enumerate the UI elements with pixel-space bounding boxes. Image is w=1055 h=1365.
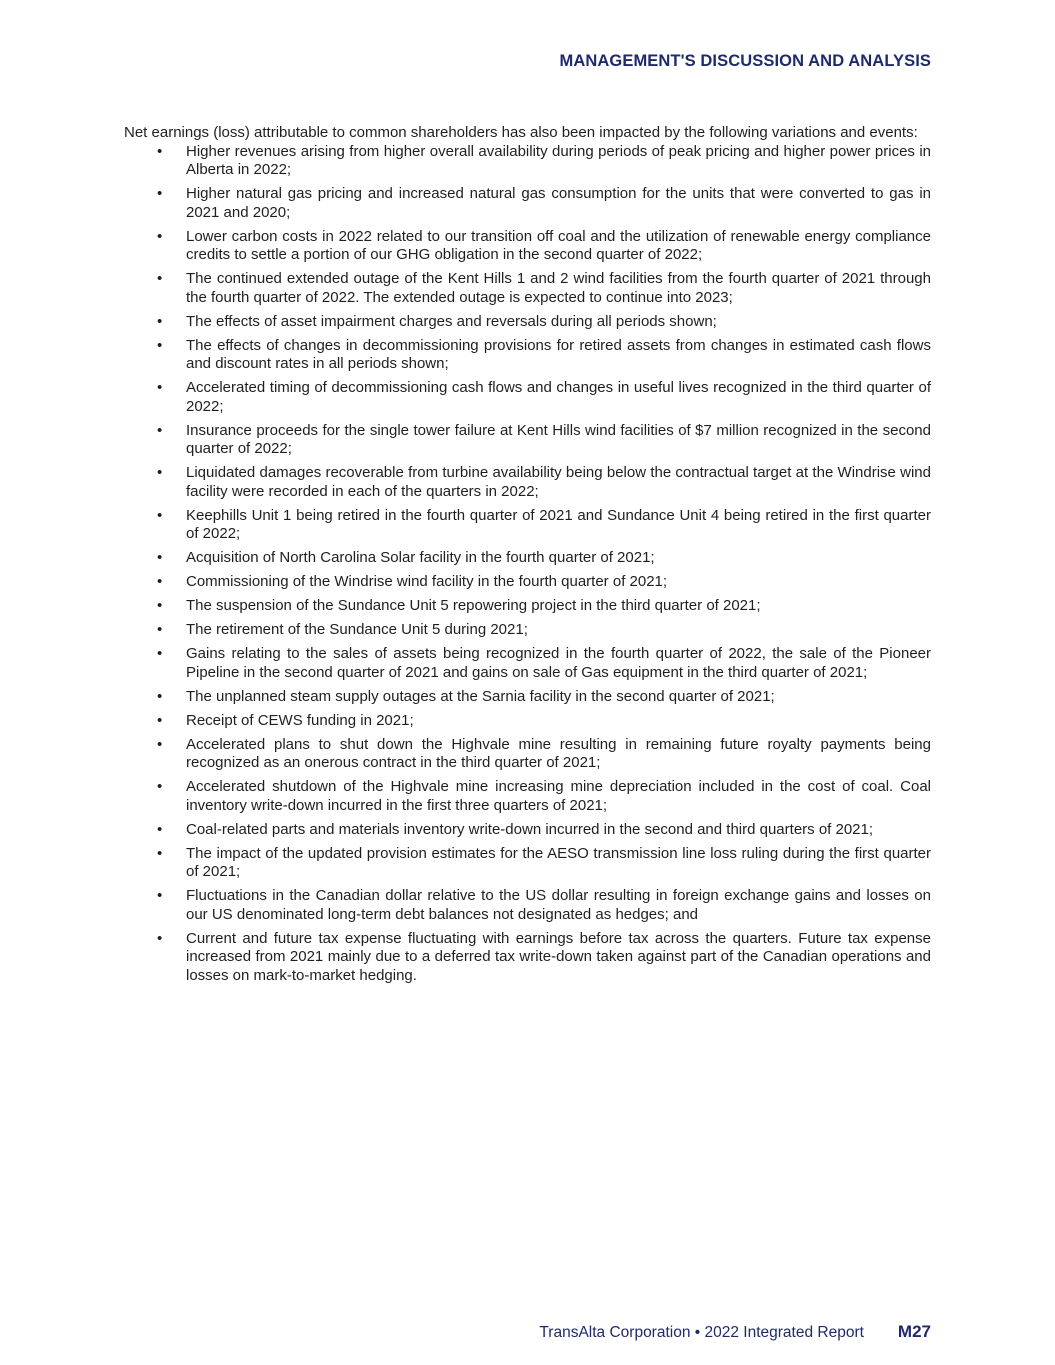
list-item	[124, 422, 931, 459]
bullet-icon: •	[157, 597, 163, 614]
list-item	[124, 228, 931, 265]
bullet-icon: •	[157, 506, 163, 524]
bullet-list	[124, 143, 931, 986]
list-item	[124, 185, 931, 222]
list-item	[124, 379, 931, 416]
list-item	[124, 337, 931, 374]
bullet-icon: •	[157, 549, 163, 566]
list-item-text: The unplanned steam supply outages at the Sarnia facility in the second quarter of 2021;	[186, 687, 775, 705]
list-item-text: The effects of changes in decommissioning provisions for retired assets from changes in estimated cash flows and discount rates in all periods shown;	[186, 336, 931, 372]
list-item	[124, 143, 931, 180]
bullet-icon: •	[157, 778, 163, 795]
footer-report-label: TransAlta Corporation • 2022 Integrated Report	[539, 1324, 864, 1341]
bullet-icon: •	[157, 312, 163, 330]
list-item-text: The continued extended outage of the Kent Hills 1 and 2 wind facilities from the fourth quarter of 2021 through the fourth quarter of 2022. The extended outage is expected to continue into 2023;	[186, 270, 931, 306]
page-footer	[539, 1322, 931, 1342]
bullet-icon: •	[157, 820, 163, 838]
bullet-icon: •	[157, 844, 163, 862]
bullet-icon: •	[157, 573, 163, 590]
list-item	[124, 845, 931, 882]
bullet-icon: •	[157, 185, 163, 202]
list-item	[124, 597, 931, 616]
list-item	[124, 688, 931, 707]
list-item-text: The impact of the updated provision estimates for the AESO transmission line loss ruling during the first quarter of 2021;	[186, 844, 931, 880]
list-item-text: Gains relating to the sales of assets being recognized in the fourth quarter of 2022, the sale of the Pioneer Pipeline in the second quarter of 2021 and gains on sale of Gas equipment in the third quarter of 2021;	[186, 645, 931, 681]
bullet-icon: •	[157, 887, 163, 904]
list-item-text: The suspension of the Sundance Unit 5 repowering project in the third quarter of 2021;	[186, 597, 761, 614]
list-item-text: Current and future tax expense fluctuating with earnings before tax across the quarters. Future tax expense increased from 2021 mainly due to a deferred tax write-down taken against part of the Canadian operations and losses on mark-to-market hedging.	[186, 929, 931, 984]
bullet-icon: •	[157, 621, 163, 638]
bullet-icon: •	[157, 735, 163, 753]
list-item	[124, 464, 931, 501]
page-header-title: MANAGEMENT'S DISCUSSION AND ANALYSIS	[559, 52, 931, 70]
bullet-icon: •	[157, 142, 163, 160]
list-item-text: Acquisition of North Carolina Solar facility in the fourth quarter of 2021;	[186, 549, 655, 566]
list-item	[124, 930, 931, 986]
list-item-text: Fluctuations in the Canadian dollar relative to the US dollar resulting in foreign exchange gains and losses on our US denominated long-term debt balances not designated as hedges; and	[186, 887, 931, 923]
list-item	[124, 573, 931, 592]
bullet-icon: •	[157, 379, 163, 396]
bullet-icon: •	[157, 687, 163, 705]
list-item-text: Receipt of CEWS funding in 2021;	[186, 711, 414, 729]
list-item	[124, 621, 931, 640]
bullet-icon: •	[157, 645, 163, 662]
list-item-text: Liquidated damages recoverable from turbine availability being below the contractual target at the Windrise wind facility were recorded in each of the quarters in 2022;	[186, 464, 931, 500]
bullet-icon: •	[157, 711, 163, 729]
list-item	[124, 313, 931, 332]
list-item	[124, 712, 931, 731]
bullet-icon: •	[157, 464, 163, 481]
bullet-icon: •	[157, 227, 163, 245]
list-item	[124, 645, 931, 682]
list-item-text: The retirement of the Sundance Unit 5 during 2021;	[186, 621, 528, 638]
list-item-text: Commissioning of the Windrise wind facility in the fourth quarter of 2021;	[186, 573, 668, 590]
list-item	[124, 736, 931, 773]
document-body	[124, 124, 931, 991]
list-item	[124, 887, 931, 924]
intro-paragraph: Net earnings (loss) attributable to common shareholders has also been impacted by the following variations and events:	[124, 124, 918, 141]
list-item-text: Higher revenues arising from higher overall availability during periods of peak pricing and higher power prices in Alberta in 2022;	[186, 142, 931, 178]
list-item-text: Keephills Unit 1 being retired in the fourth quarter of 2021 and Sundance Unit 4 being retired in the first quarter of 2022;	[186, 506, 931, 542]
bullet-icon: •	[157, 270, 163, 287]
list-item-text: Accelerated shutdown of the Highvale mine increasing mine depreciation included in the cost of coal. Coal inventory write-down incurred in the first three quarters of 2021;	[186, 778, 931, 814]
list-item-text: The effects of asset impairment charges and reversals during all periods shown;	[186, 312, 717, 330]
list-item	[124, 270, 931, 307]
list-item	[124, 821, 931, 840]
list-item-text: Lower carbon costs in 2022 related to our transition off coal and the utilization of renewable energy compliance credits to settle a portion of our GHG obligation in the second quarter of 2022;	[186, 227, 931, 263]
list-item	[124, 507, 931, 544]
list-item-text: Accelerated timing of decommissioning cash flows and changes in useful lives recognized in the third quarter of 2022;	[186, 379, 931, 415]
page-number: M27	[897, 1322, 931, 1341]
list-item-text: Insurance proceeds for the single tower failure at Kent Hills wind facilities of $7 million recognized in the second quarter of 2022;	[186, 421, 931, 457]
list-item-text: Coal-related parts and materials inventory write-down incurred in the second and third quarters of 2021;	[186, 820, 874, 838]
list-item-text: Higher natural gas pricing and increased natural gas consumption for the units that were converted to gas in 2021 and 2020;	[186, 185, 931, 221]
bullet-icon: •	[157, 929, 163, 947]
bullet-icon: •	[157, 421, 163, 439]
bullet-icon: •	[157, 336, 163, 354]
list-item-text: Accelerated plans to shut down the Highvale mine resulting in remaining future royalty payments being recognized as an onerous contract in the third quarter of 2021;	[186, 735, 931, 771]
list-item	[124, 778, 931, 815]
list-item	[124, 549, 931, 568]
